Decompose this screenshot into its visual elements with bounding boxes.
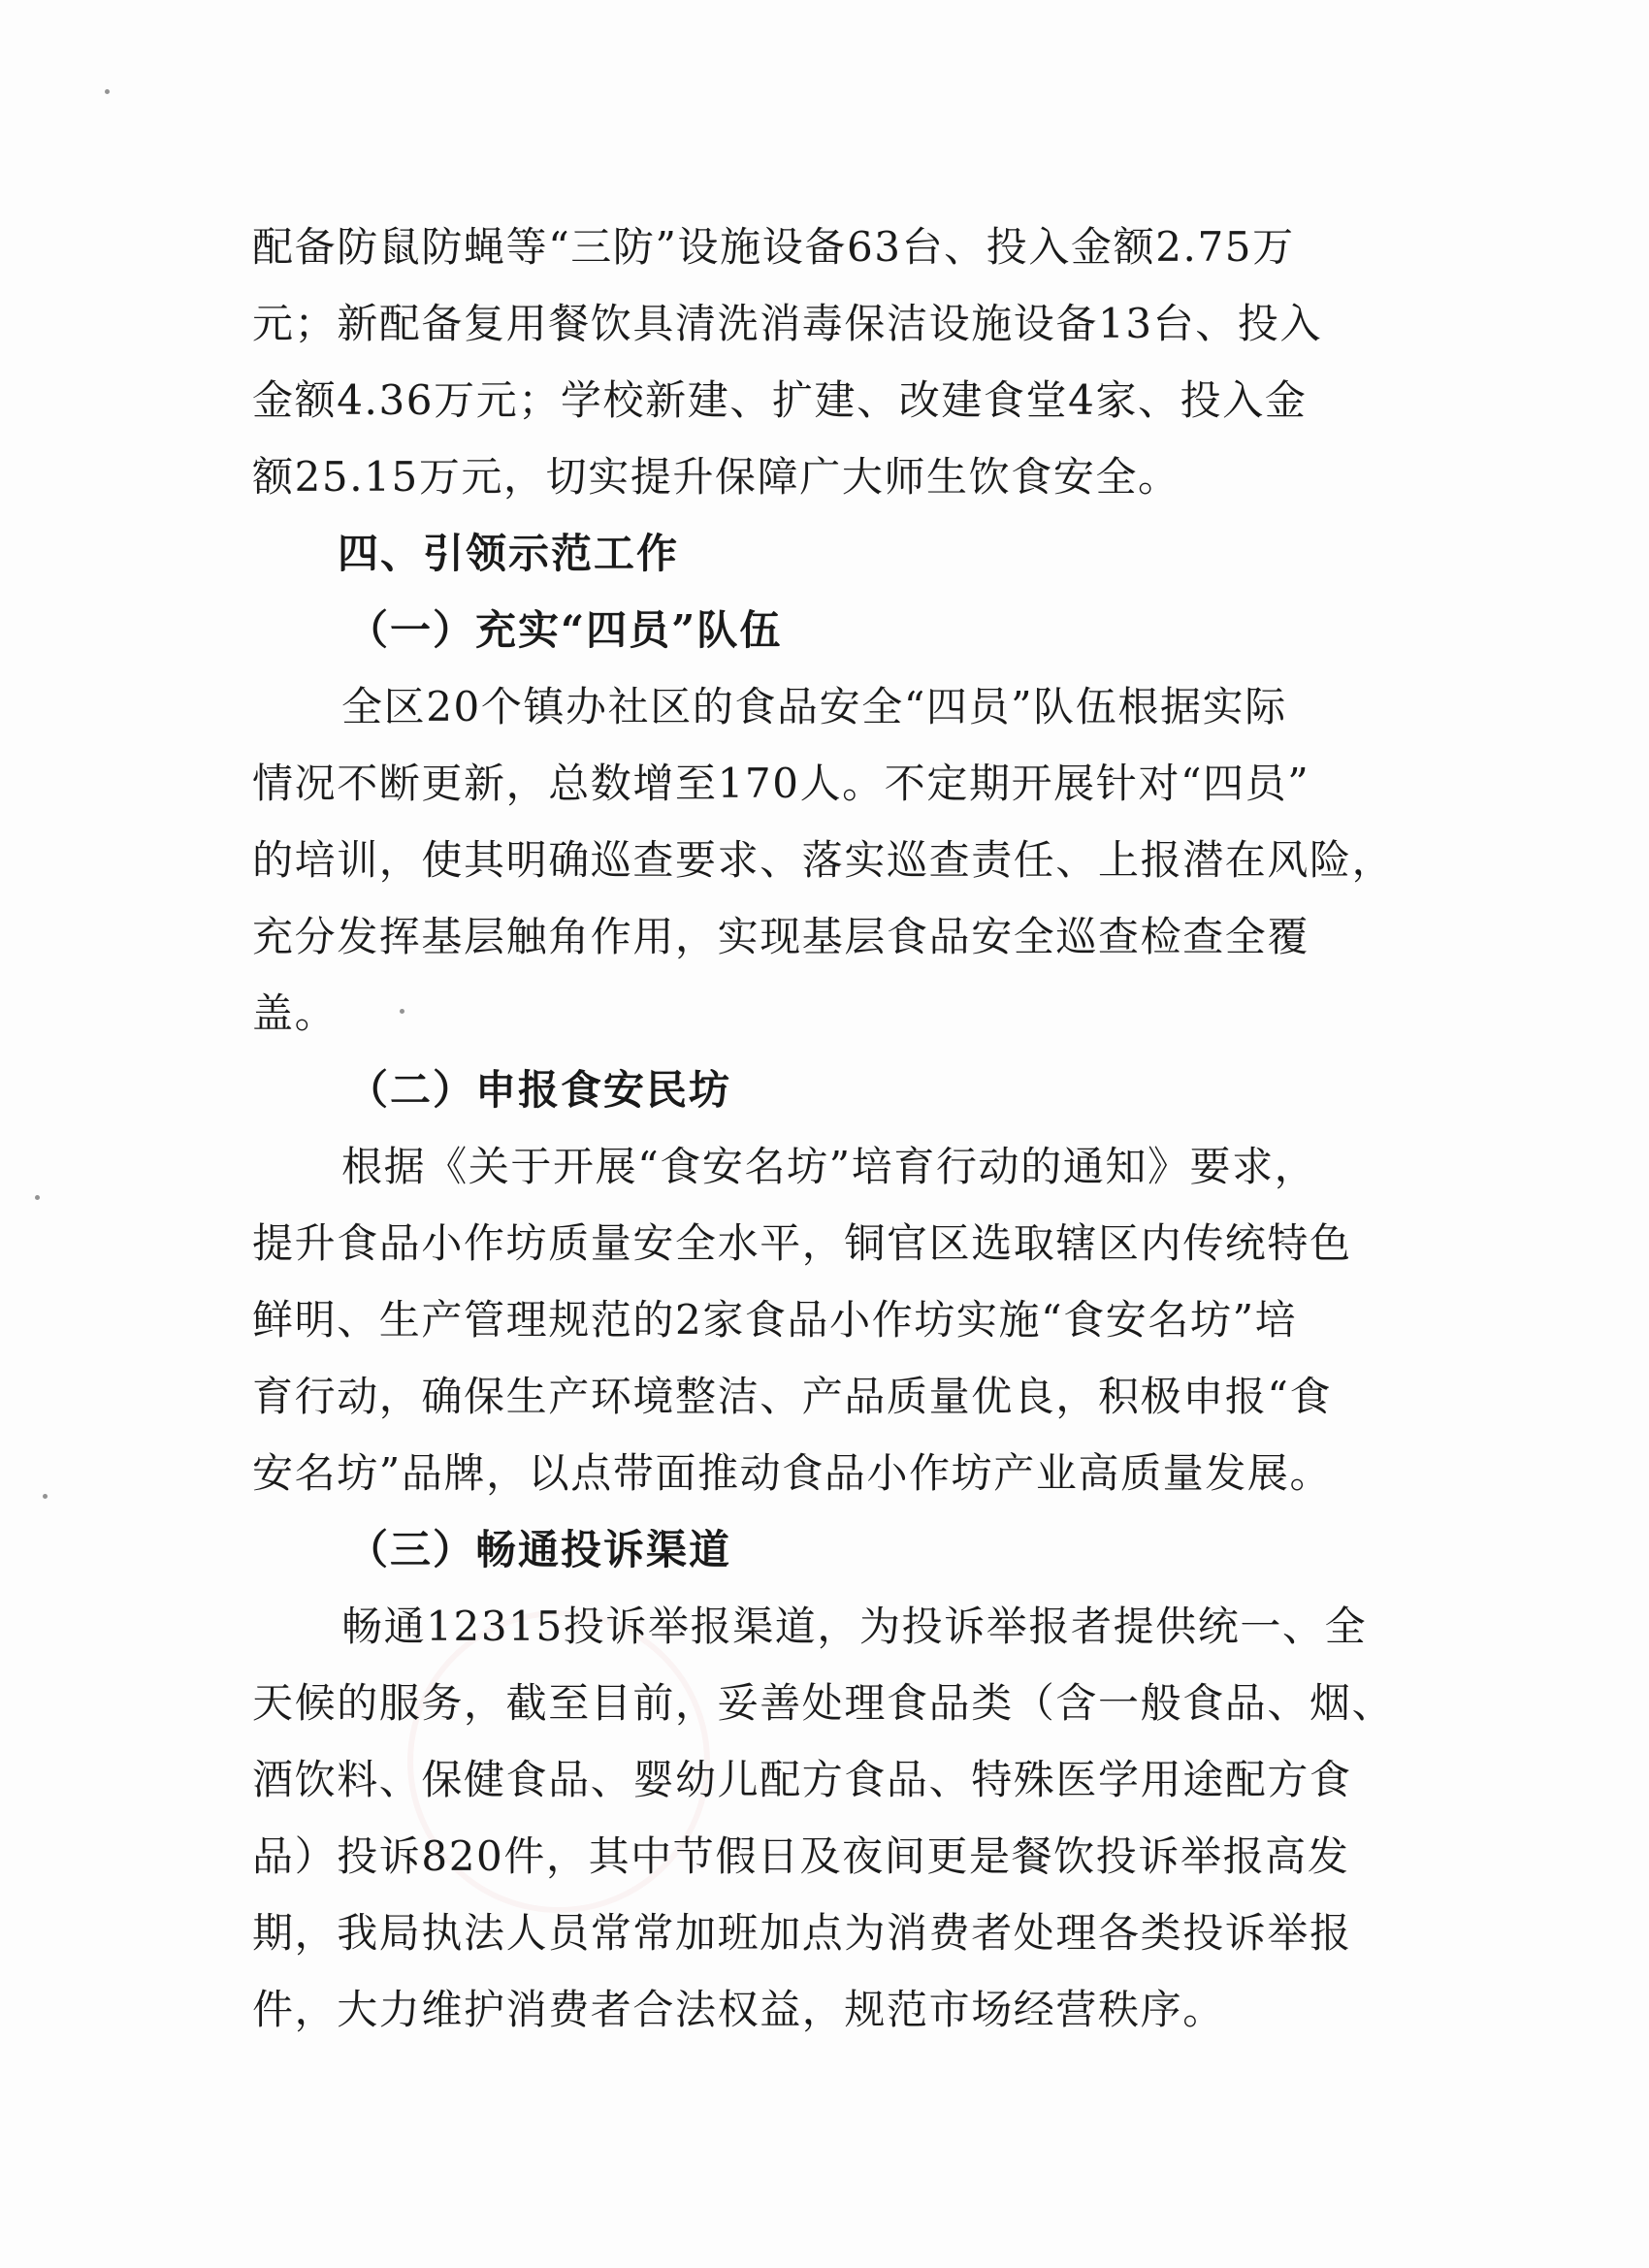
subsection-heading: （一）充实“四员”队伍 xyxy=(347,606,783,654)
body-line: 酒饮料、保健食品、婴幼儿配方食品、特殊医学用途配方食 xyxy=(252,1756,1352,1803)
body-line: 金额4.36万元；学校新建、扩建、改建食堂4家、投入金 xyxy=(252,376,1308,424)
paragraph-first-line: 全区20个镇办社区的食品安全“四员”队伍根据实际 xyxy=(341,683,1287,730)
body-line: 鲜明、生产管理规范的2家食品小作坊实施“食安名坊”培 xyxy=(252,1296,1298,1344)
subsection-heading: （二）申报食安民坊 xyxy=(347,1066,732,1114)
body-line: 品）投诉820件，其中节假日及夜间更是餐饮投诉举报高发 xyxy=(252,1832,1350,1880)
paragraph-first-line: 畅通12315投诉举报渠道，为投诉举报者提供统一、全 xyxy=(341,1603,1368,1650)
body-line: 天候的服务，截至目前，妥善处理食品类（含一般食品、烟、 xyxy=(252,1679,1395,1727)
scan-speck xyxy=(105,89,110,94)
section-heading: 四、引领示范工作 xyxy=(338,530,680,577)
subsection-heading: （三）畅通投诉渠道 xyxy=(347,1526,732,1573)
body-line: 充分发挥基层触角作用，实现基层食品安全巡查检查全覆 xyxy=(252,913,1310,960)
body-line: 件，大力维护消费者合法权益，规范市场经营秩序。 xyxy=(252,1986,1225,2033)
paragraph-first-line: 根据《关于开展“食安名坊”培育行动的通知》要求， xyxy=(341,1143,1317,1190)
body-line: 盖。 xyxy=(252,989,338,1037)
body-line: 额25.15万元，切实提升保障广大师生饮食安全。 xyxy=(252,453,1180,501)
body-line: 期，我局执法人员常常加班加点为消费者处理各类投诉举报 xyxy=(252,1909,1352,1957)
scan-speck xyxy=(43,1494,48,1499)
body-line: 的培训，使其明确巡查要求、落实巡查责任、上报潜在风险， xyxy=(252,836,1395,884)
body-line: 提升食品小作坊质量安全水平，铜官区选取辖区内传统特色 xyxy=(252,1219,1352,1267)
body-line: 育行动，确保生产环境整洁、产品质量优良，积极申报“食 xyxy=(252,1373,1333,1420)
scan-speck xyxy=(35,1195,40,1200)
body-line: 安名坊”品牌，以点带面推动食品小作坊产业高质量发展。 xyxy=(252,1449,1333,1497)
body-line: 情况不断更新，总数增至170人。不定期开展针对“四员” xyxy=(252,760,1310,807)
body-line: 元；新配备复用餐饮具清洗消毒保洁设施设备13台、投入 xyxy=(252,300,1323,347)
body-line: 配备防鼠防蝇等“三防”设施设备63台、投入金额2.75万 xyxy=(252,223,1295,271)
document-body xyxy=(252,209,1395,2048)
